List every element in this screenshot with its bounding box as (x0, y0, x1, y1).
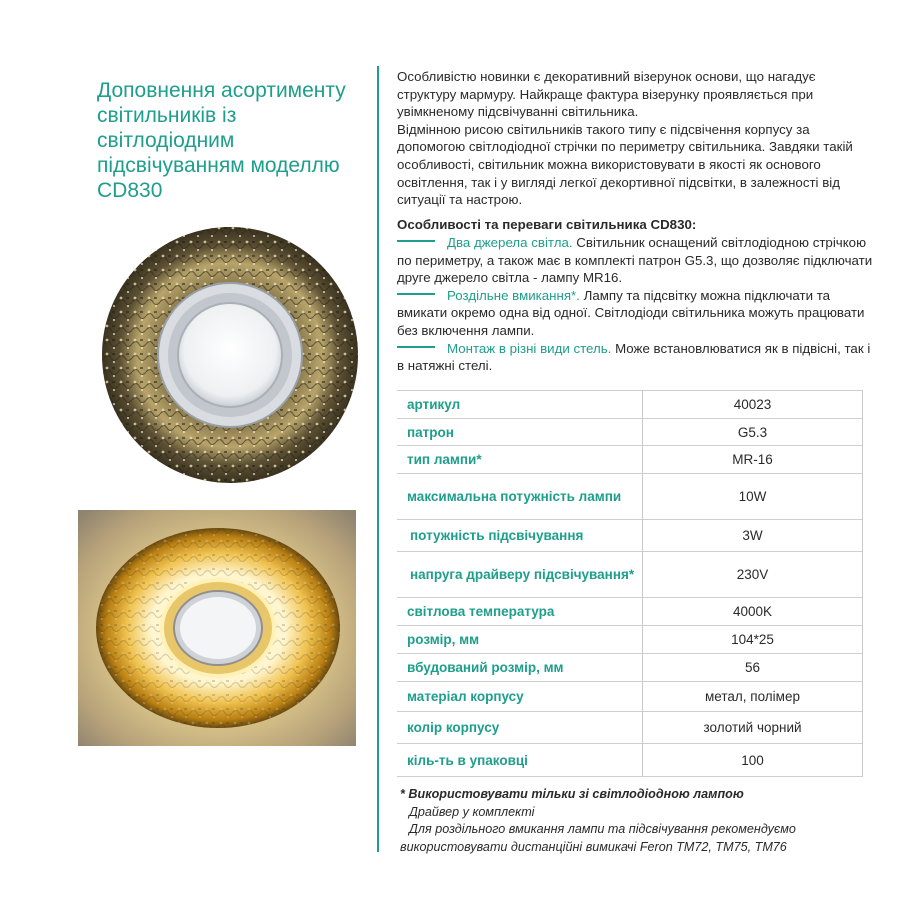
spec-value: G5.3 (643, 419, 863, 446)
page-title: Доповнення асортименту світильників із світлодіодним підсвічуванням моделлю CD830 (97, 79, 346, 203)
footnote-text: Для роздільного вмикання лампи та підсвічування рекомендуємо використовувати дистанційні вимикачі Feron TM72, TM75, TM76 (400, 822, 796, 854)
spec-key: колір корпусу (407, 720, 500, 735)
spec-key: розмір, мм (407, 632, 480, 647)
dash-marker (397, 293, 435, 295)
spec-key: максимальна потужність лампи (407, 489, 622, 504)
spec-row (397, 598, 863, 626)
feature-item (397, 234, 877, 287)
spec-value: 3W (643, 520, 863, 552)
feature-item (397, 340, 877, 375)
feature-accent: Два джерела світла. (447, 235, 573, 250)
spec-key: вбудований розмір, мм (407, 660, 564, 675)
spec-value: 56 (643, 654, 863, 682)
spec-value: MR-16 (643, 446, 863, 474)
spec-table (397, 390, 863, 777)
spec-value: 40023 (643, 391, 863, 419)
dash-marker (397, 346, 435, 348)
spec-key: потужність підсвічування (410, 528, 584, 543)
footnote-line: Драйвер у комплекті (409, 804, 535, 819)
spec-row (397, 391, 863, 419)
features-heading: Особливості та переваги світильника CD830: (397, 217, 697, 232)
spec-row (397, 552, 863, 598)
feature-text: Може встановлюватися як в підвісні, так і в натяжні стелі. (397, 340, 871, 374)
spec-key: кіль-ть в упаковці (407, 752, 528, 768)
spec-value: метал, полімер (643, 682, 863, 712)
spec-key: артикул (407, 397, 461, 412)
feature-accent: Монтаж в різні види стель. (447, 340, 612, 356)
spec-key: напруга драйверу підсвічування* (410, 567, 635, 582)
product-photo-on (78, 510, 356, 746)
spec-row (397, 654, 863, 682)
spec-value: 104*25 (643, 626, 863, 654)
spec-row (397, 446, 863, 474)
feature-text: Лампу та підсвітку можна підключати та вмикати окремо одна від одної. Світлодіоди світильника можуть працювати без включення лампи. (397, 287, 865, 338)
spec-row (397, 626, 863, 654)
spec-value: 4000K (643, 598, 863, 626)
dash-marker (397, 240, 435, 242)
spec-row (397, 520, 863, 552)
spec-row (397, 712, 863, 744)
footnote-line (400, 821, 880, 856)
intro-paragraph: Особливістю новинки є декоративний візерунок основи, що нагадує структуру мармуру. Найкраще фактура візерунку проявляється при увімкненому підсвічуванні світильника. (397, 69, 816, 120)
footnote (400, 786, 880, 856)
features-list (397, 234, 877, 375)
feature-text: Світильник оснащений світлодіодною стрічкою по периметру, а також має в комплекті патрон G5.3, що дозволяє підключати друге джерело світла - лампу MR16. (397, 235, 873, 286)
feature-item (397, 287, 877, 340)
footnote-line: * Використовувати тільки зі світлодіодною лампою (400, 787, 744, 801)
product-photo-off (90, 225, 370, 485)
spec-row (397, 682, 863, 712)
spec-key: матеріал корпусу (407, 689, 524, 704)
spec-value: золотий чорний (643, 712, 863, 744)
spec-key: патрон (407, 424, 454, 440)
column-divider (377, 66, 379, 852)
intro-text (397, 68, 877, 209)
intro-paragraph: Відмінною рисою світильників такого типу є підсвічення корпусу за допомогою світлодіодної стрічки по периметру світильника. Завдяки такій особливості, світильник можна використовувати в якості як основого освітлення, так і у вигляді легкої декортивної підсвітки, в залежності від ситуації та настрою. (397, 121, 853, 208)
spec-value: 230V (643, 552, 863, 598)
spec-key: світлова температура (407, 604, 555, 619)
feature-accent: Роздільне вмикання*. (447, 287, 580, 303)
spec-value: 10W (643, 474, 863, 520)
spec-row (397, 474, 863, 520)
spec-row (397, 419, 863, 446)
spec-value: 100 (643, 744, 863, 777)
spec-key: тип лампи* (407, 452, 482, 467)
spec-row (397, 744, 863, 777)
